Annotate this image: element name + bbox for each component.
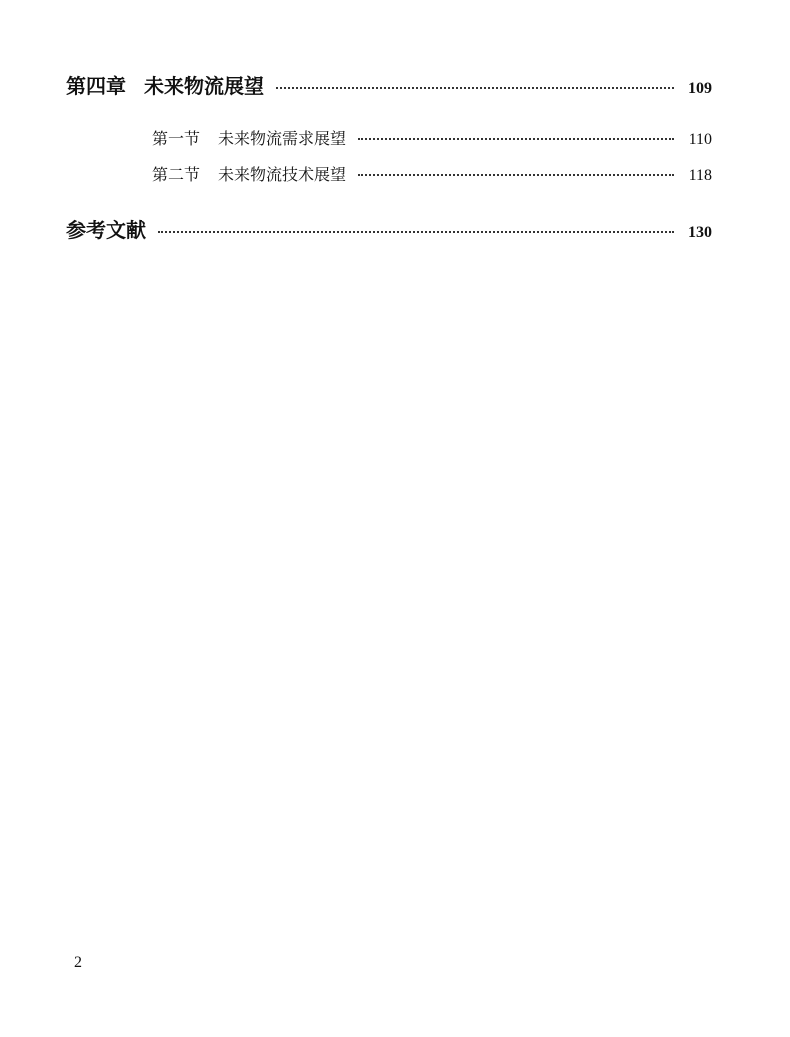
toc-entry-label — [152, 162, 346, 185]
page-ref: 130 — [688, 224, 712, 241]
dot-leader — [358, 138, 674, 140]
toc-entry-section-2[interactable] — [0, 162, 712, 185]
section-title: 未来物流需求展望 — [218, 129, 347, 148]
section-title: 未来物流技术展望 — [218, 165, 347, 184]
dot-leader — [158, 231, 674, 233]
chapter-number: 第四章 — [66, 74, 126, 98]
references-title: 参考文献 — [66, 218, 146, 242]
page-number: 2 — [74, 954, 82, 971]
page-ref: 118 — [688, 167, 712, 184]
dot-leader — [276, 87, 674, 89]
page-ref: 109 — [688, 80, 712, 97]
chapter-title: 未来物流展望 — [144, 74, 264, 98]
section-number: 第一节 — [152, 129, 201, 148]
toc-entry-references[interactable] — [0, 214, 712, 243]
section-number: 第二节 — [152, 165, 201, 184]
toc-entry-section-1[interactable] — [0, 126, 712, 149]
toc-entry-label — [66, 70, 264, 99]
toc-entry-label — [152, 126, 346, 149]
dot-leader — [358, 174, 674, 176]
toc-entry-chapter-4[interactable] — [0, 70, 712, 99]
page-ref: 110 — [688, 131, 712, 148]
